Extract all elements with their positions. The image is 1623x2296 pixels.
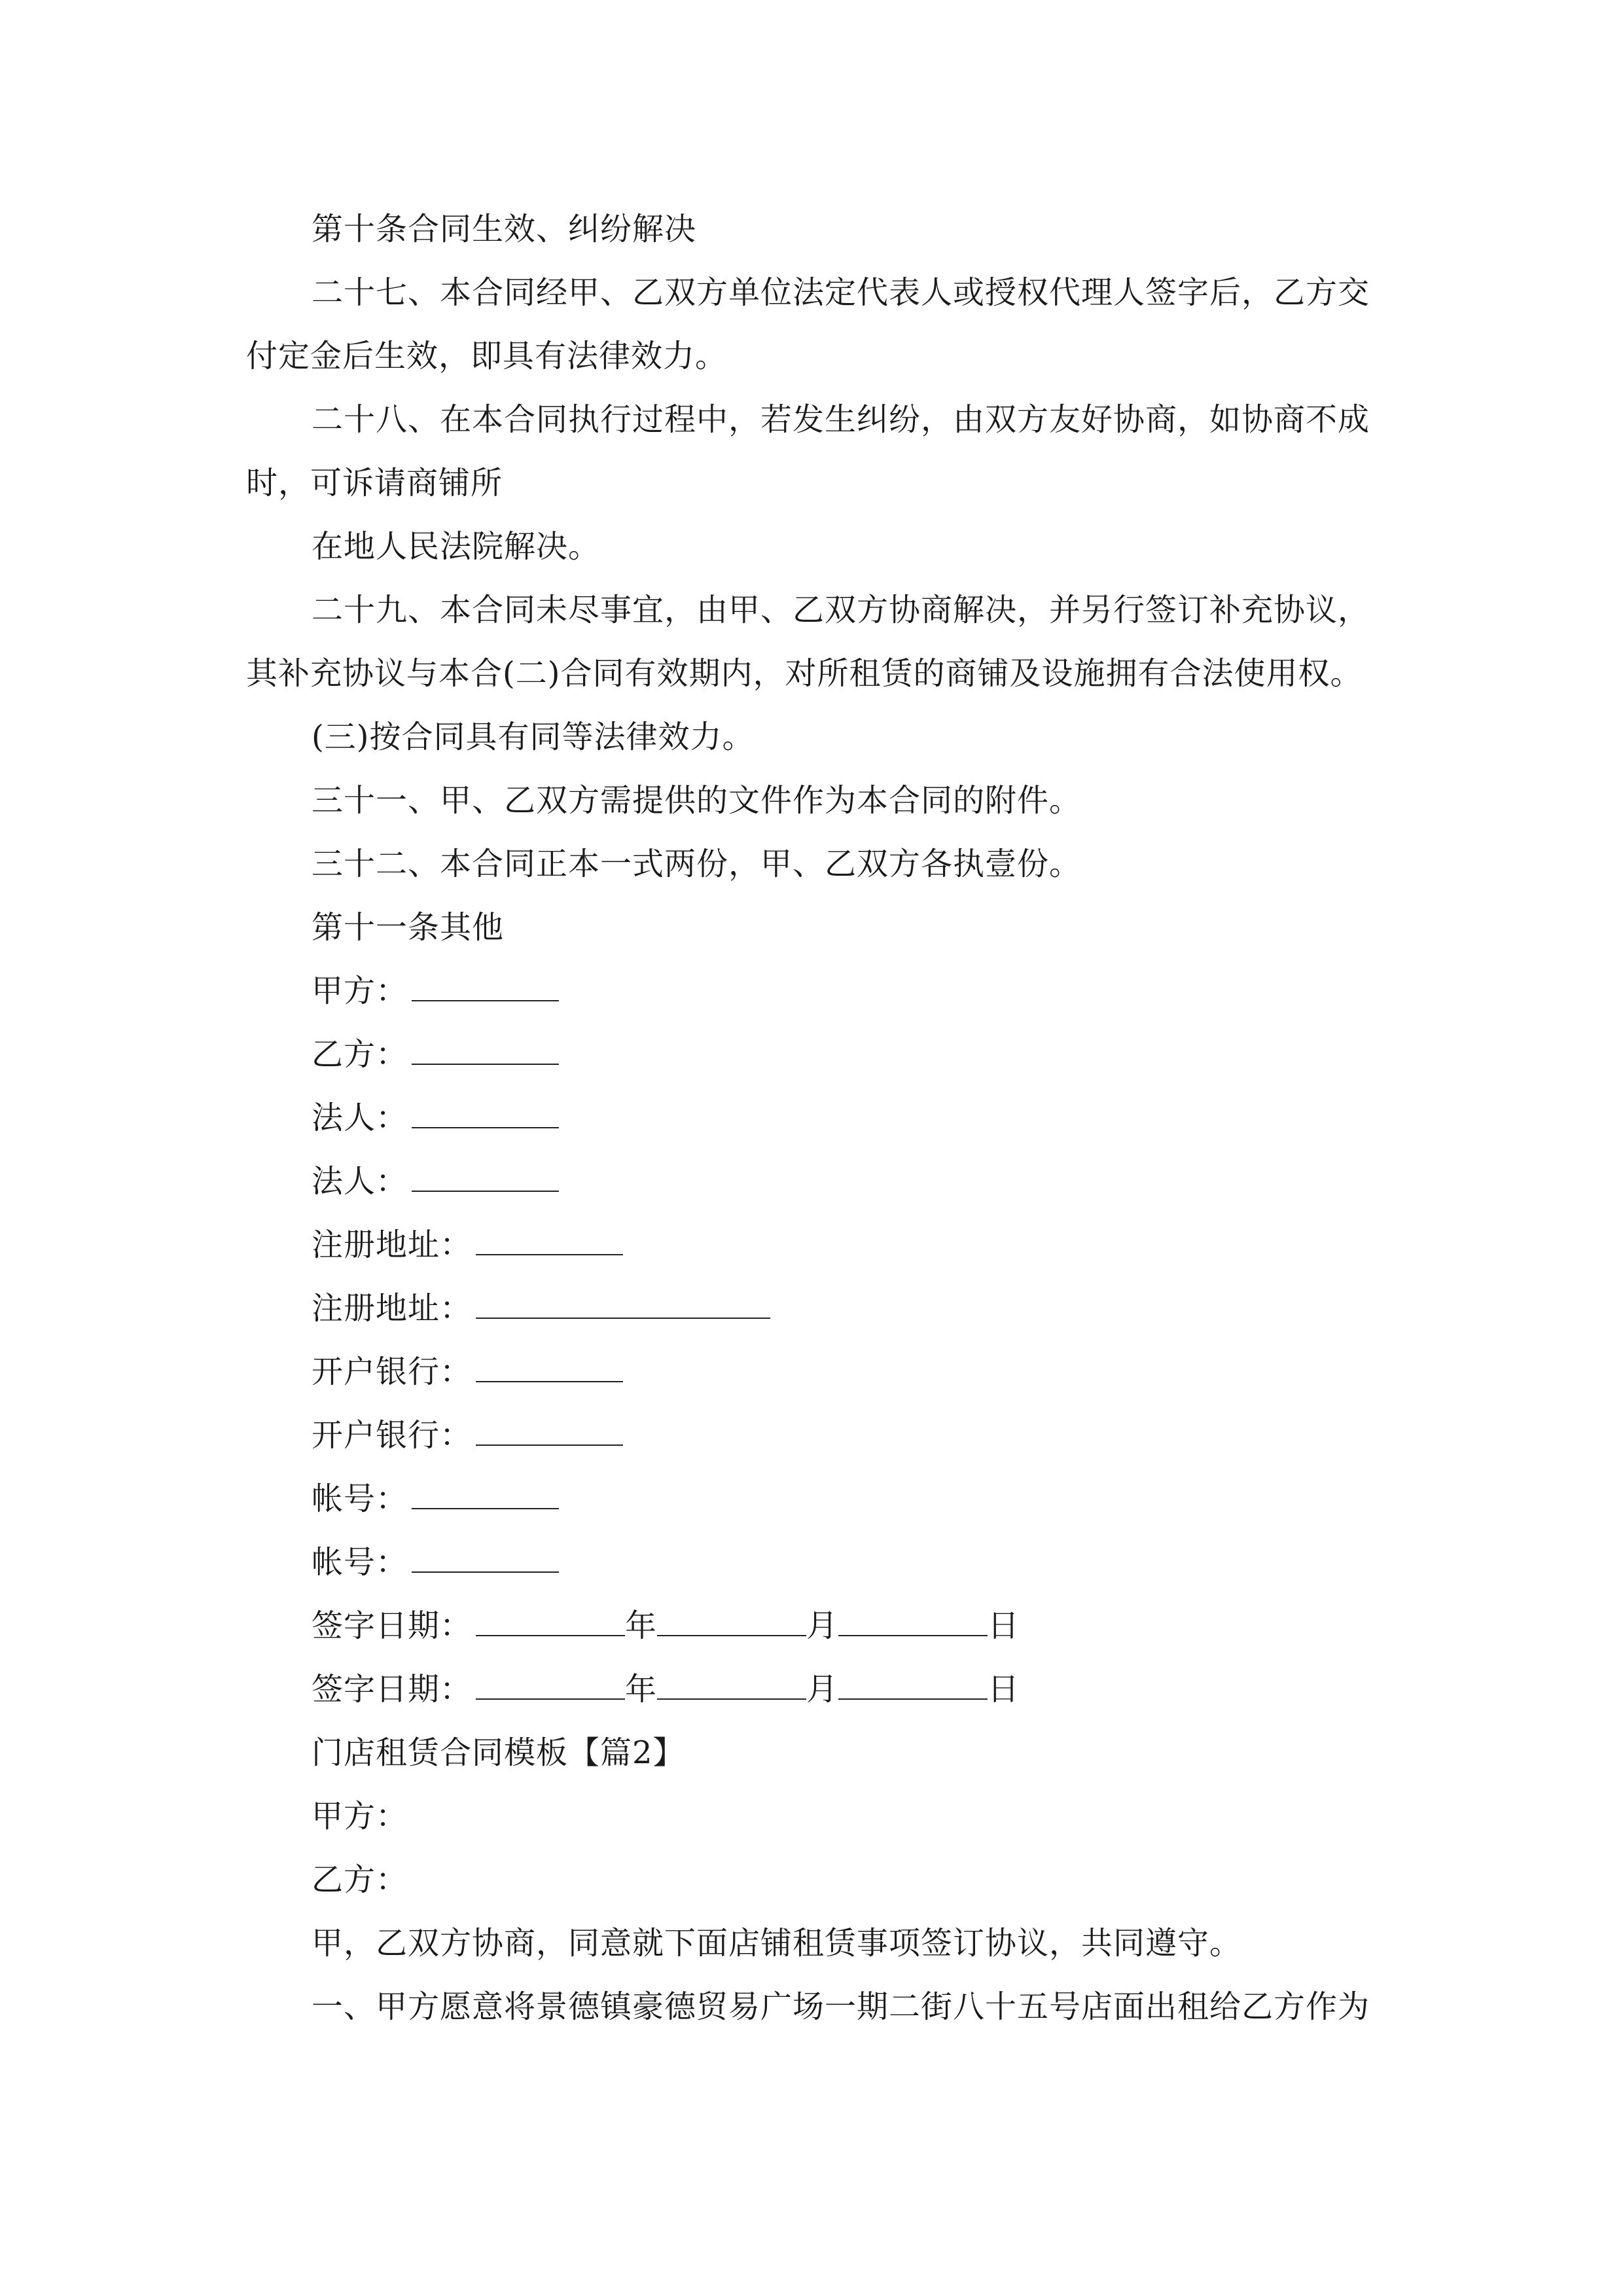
account-a-blank[interactable] [412, 1479, 559, 1509]
bank-b-field [312, 1416, 623, 1455]
account-a-label: 帐号： [312, 1480, 408, 1517]
party-b-label: 乙方： [312, 1036, 408, 1073]
address-b-blank[interactable] [476, 1289, 770, 1319]
month-label: 月 [806, 1671, 839, 1708]
address-a-label: 注册地址： [312, 1227, 473, 1263]
account-a-field [312, 1479, 559, 1518]
bank-a-field [312, 1352, 623, 1391]
clause-27-line-1: 二十七、本合同经甲、乙双方单位法定代表人或授权代理人签字后，乙方交 [312, 274, 1370, 311]
day-label: 日 [988, 1607, 1020, 1644]
day-label: 日 [988, 1671, 1020, 1708]
sign-date-a-day-blank[interactable] [838, 1606, 988, 1636]
article-10-heading: 第十条合同生效、纠纷解决 [312, 211, 697, 247]
account-b-label: 帐号： [312, 1544, 408, 1581]
sign-date-b-day-blank[interactable] [838, 1670, 988, 1700]
sign-date-b-field [312, 1670, 1020, 1709]
sign-date-b-month-blank[interactable] [657, 1670, 806, 1700]
year-label: 年 [625, 1671, 658, 1708]
legal-rep-b-field [312, 1162, 559, 1201]
clause-29-line-3: (三)按合同具有同等法律效力。 [312, 719, 755, 755]
sign-date-a-field [312, 1606, 1020, 1645]
bank-b-blank[interactable] [476, 1416, 623, 1446]
address-a-blank[interactable] [476, 1225, 623, 1255]
clause-28-line-1: 二十八、在本合同执行过程中，若发生纠纷，由双方友好协商，如协商不成 [312, 401, 1370, 438]
party-b-field [312, 1035, 559, 1074]
clause-28-line-3: 在地人民法院解决。 [312, 528, 601, 565]
sign-date-b-year-blank[interactable] [476, 1670, 625, 1700]
part-2-intro: 甲，乙双方协商，同意就下面店铺租赁事项签订协议，共同遵守。 [312, 1925, 1242, 1962]
part-2-title: 门店租赁合同模板【篇2】 [312, 1734, 685, 1771]
part-2-party-b: 乙方： [312, 1861, 408, 1898]
legal-rep-a-blank[interactable] [412, 1098, 559, 1128]
legal-rep-b-label: 法人： [312, 1163, 408, 1200]
part-2-item-1: 一、甲方愿意将景德镇豪德贸易广场一期二街八十五号店面出租给乙方作为 [312, 1988, 1370, 2025]
month-label: 月 [806, 1607, 839, 1644]
address-b-label: 注册地址： [312, 1290, 473, 1327]
part-2-party-a: 甲方： [312, 1798, 408, 1835]
party-a-label: 甲方： [312, 973, 408, 1009]
bank-b-label: 开户银行： [312, 1417, 473, 1454]
year-label: 年 [625, 1607, 658, 1644]
clause-27-line-2: 付定金后生效，即具有法律效力。 [246, 338, 728, 374]
account-b-field [312, 1543, 559, 1582]
clause-29-line-1: 二十九、本合同未尽事宜，由甲、乙双方协商解决，并另行签订补充协议， [312, 592, 1370, 628]
bank-a-blank[interactable] [476, 1352, 623, 1382]
clause-28-line-2: 时，可诉请商铺所 [246, 465, 503, 501]
address-b-field [312, 1289, 770, 1328]
bank-a-label: 开户银行： [312, 1354, 473, 1390]
clause-31: 三十一、甲、乙双方需提供的文件作为本合同的附件。 [312, 782, 1082, 819]
legal-rep-a-label: 法人： [312, 1100, 408, 1136]
article-11-heading: 第十一条其他 [312, 909, 505, 946]
clause-32: 三十二、本合同正本一式两份，甲、乙双方各执壹份。 [312, 846, 1082, 882]
sign-date-a-month-blank[interactable] [657, 1606, 806, 1636]
legal-rep-b-blank[interactable] [412, 1162, 559, 1192]
account-b-blank[interactable] [412, 1543, 559, 1573]
party-b-blank[interactable] [412, 1035, 559, 1065]
sign-date-b-label: 签字日期： [312, 1671, 473, 1708]
party-a-blank[interactable] [412, 971, 559, 1001]
address-a-field [312, 1225, 623, 1265]
legal-rep-a-field [312, 1098, 559, 1138]
clause-29-line-2: 其补充协议与本合(二)合同有效期内，对所租赁的商铺及设施拥有合法使用权。 [246, 655, 1363, 692]
party-a-field [312, 971, 559, 1011]
sign-date-a-year-blank[interactable] [476, 1606, 625, 1636]
sign-date-a-label: 签字日期： [312, 1607, 473, 1644]
